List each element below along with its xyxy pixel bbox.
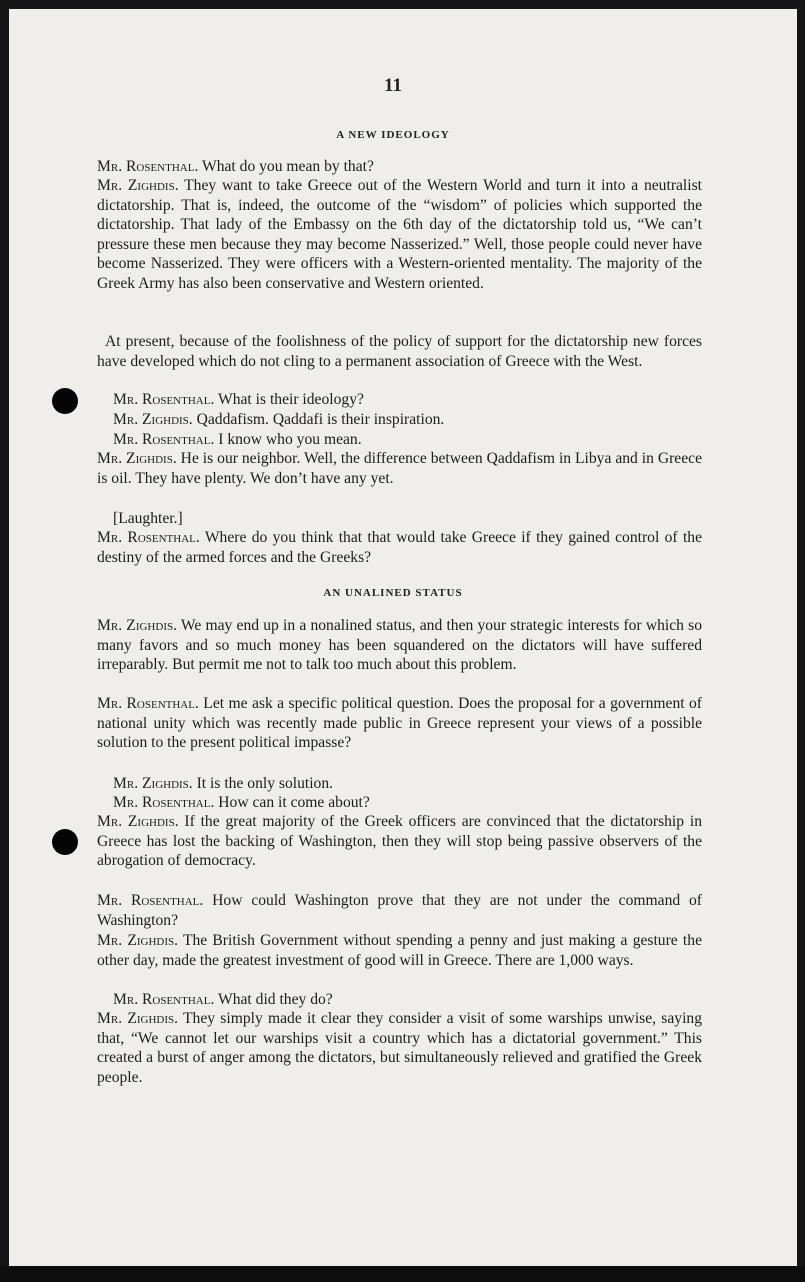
paragraph bbox=[113, 990, 718, 1010]
paragraph bbox=[113, 410, 718, 430]
paragraph bbox=[113, 793, 718, 813]
paragraph-text: Let me ask a specific political question. Does the proposal for a government of national unity which was recently made public in Greece represent your views of a possible solution to the present political impasse? bbox=[97, 695, 702, 751]
speaker-name: Mr. Rosenthal. bbox=[113, 391, 215, 408]
paragraph-text: How can it come about? bbox=[214, 794, 370, 811]
paragraph-text: How could Washington prove that they are not under the command of Washington? bbox=[97, 892, 702, 929]
paragraph-text: At present, because of the foolishness of the policy of support for the dictatorship new forces have developed which do not cling to a permanent association of Greece with the West. bbox=[97, 333, 702, 370]
paragraph bbox=[97, 812, 702, 871]
paragraph bbox=[97, 931, 702, 970]
paragraph-text: They want to take Greece out of the Western World and turn it into a neutralist dictatorship. That is, indeed, the outcome of the “wisdom” of policies which supported the dictatorship. That lady of the Embassy on the 6th day of the dictatorship told us, “We can’t pressure these men because they may become Nasserized.” Well, those people could never have become Nasserized. They were officers with a Western-oriented mentality. The majority of the Greek Army has also been conservative and Western oriented. bbox=[97, 177, 702, 292]
speaker-name: Mr. Zighdis. bbox=[113, 411, 193, 428]
speaker-name: Mr. Rosenthal. bbox=[113, 991, 215, 1008]
paragraph-text: I know who you mean. bbox=[214, 431, 362, 448]
paragraph bbox=[97, 891, 702, 930]
speaker-name: Mr. Zighdis. bbox=[97, 177, 179, 194]
paragraph bbox=[97, 332, 702, 371]
paragraph-text: We may end up in a nonalined status, and then your strategic interests for which so many favors and so much money has been squandered on the dictators will have suffered irreparably. But permit me not to talk too much about this problem. bbox=[97, 617, 702, 673]
document-page bbox=[9, 9, 797, 1266]
paragraph bbox=[97, 694, 702, 753]
scan-border bbox=[0, 1266, 805, 1282]
paragraph bbox=[97, 616, 702, 675]
paragraph-text: What do you mean by that? bbox=[198, 158, 374, 175]
paragraph bbox=[113, 390, 718, 410]
speaker-name: Mr. Zighdis. bbox=[97, 932, 179, 949]
paragraph bbox=[113, 430, 718, 450]
paragraph bbox=[113, 509, 718, 529]
speaker-name: Mr. Rosenthal. bbox=[113, 794, 215, 811]
paragraph bbox=[97, 157, 702, 177]
binder-hole bbox=[52, 388, 78, 414]
speaker-name: Mr. Zighdis. bbox=[97, 617, 177, 634]
paragraph-text: The British Government without spending a penny and just making a gesture the other day, made the greatest investment of good will in Greece. There are 1,000 ways. bbox=[97, 932, 702, 969]
paragraph-text: If the great majority of the Greek officers are convinced that the dictatorship in Greece has lost the backing of Washington, then they will stop being passive observers of the abrogation of democracy. bbox=[97, 813, 702, 869]
binder-hole bbox=[52, 829, 78, 855]
paragraph-text: [Laughter.] bbox=[113, 510, 183, 527]
paragraph-text: He is our neighbor. Well, the difference between Qaddafism in Libya and in Greece is oil. They have plenty. We don’t have any yet. bbox=[97, 450, 702, 487]
speaker-name: Mr. Rosenthal. bbox=[97, 529, 200, 546]
speaker-name: Mr. Rosenthal. bbox=[97, 892, 204, 909]
paragraph bbox=[97, 528, 702, 567]
speaker-name: Mr. Rosenthal. bbox=[97, 695, 199, 712]
speaker-name: Mr. Rosenthal. bbox=[97, 158, 199, 175]
paragraph bbox=[97, 449, 702, 488]
paragraph-text: It is the only solution. bbox=[192, 775, 334, 792]
paragraph bbox=[113, 774, 718, 794]
paragraph bbox=[97, 176, 702, 293]
section-heading-new-ideology: A NEW IDEOLOGY bbox=[336, 129, 450, 141]
paragraph-text: What did they do? bbox=[214, 991, 333, 1008]
page-number: 11 bbox=[384, 75, 402, 96]
paragraph-text: They simply made it clear they consider a visit of some warships unwise, saying that, “We cannot let our warships visit a country which has a dictatorial government.” This created a burst of anger among the dictators, but simultaneously relieved and gratified the Greek people. bbox=[97, 1010, 702, 1086]
speaker-name: Mr. Zighdis. bbox=[97, 1010, 179, 1027]
paragraph-text: What is their ideology? bbox=[214, 391, 364, 408]
paragraph-text: Where do you think that that would take Greece if they gained control of the destiny of the armed forces and the Greeks? bbox=[97, 529, 702, 566]
speaker-name: Mr. Rosenthal. bbox=[113, 431, 215, 448]
paragraph-text: Qaddafism. Qaddafi is their inspiration. bbox=[192, 411, 445, 428]
speaker-name: Mr. Zighdis. bbox=[113, 775, 193, 792]
speaker-name: Mr. Zighdis. bbox=[97, 813, 179, 830]
paragraph bbox=[97, 1009, 702, 1087]
speaker-name: Mr. Zighdis. bbox=[97, 450, 177, 467]
section-heading-unalined-status: AN UNALINED STATUS bbox=[323, 587, 463, 599]
